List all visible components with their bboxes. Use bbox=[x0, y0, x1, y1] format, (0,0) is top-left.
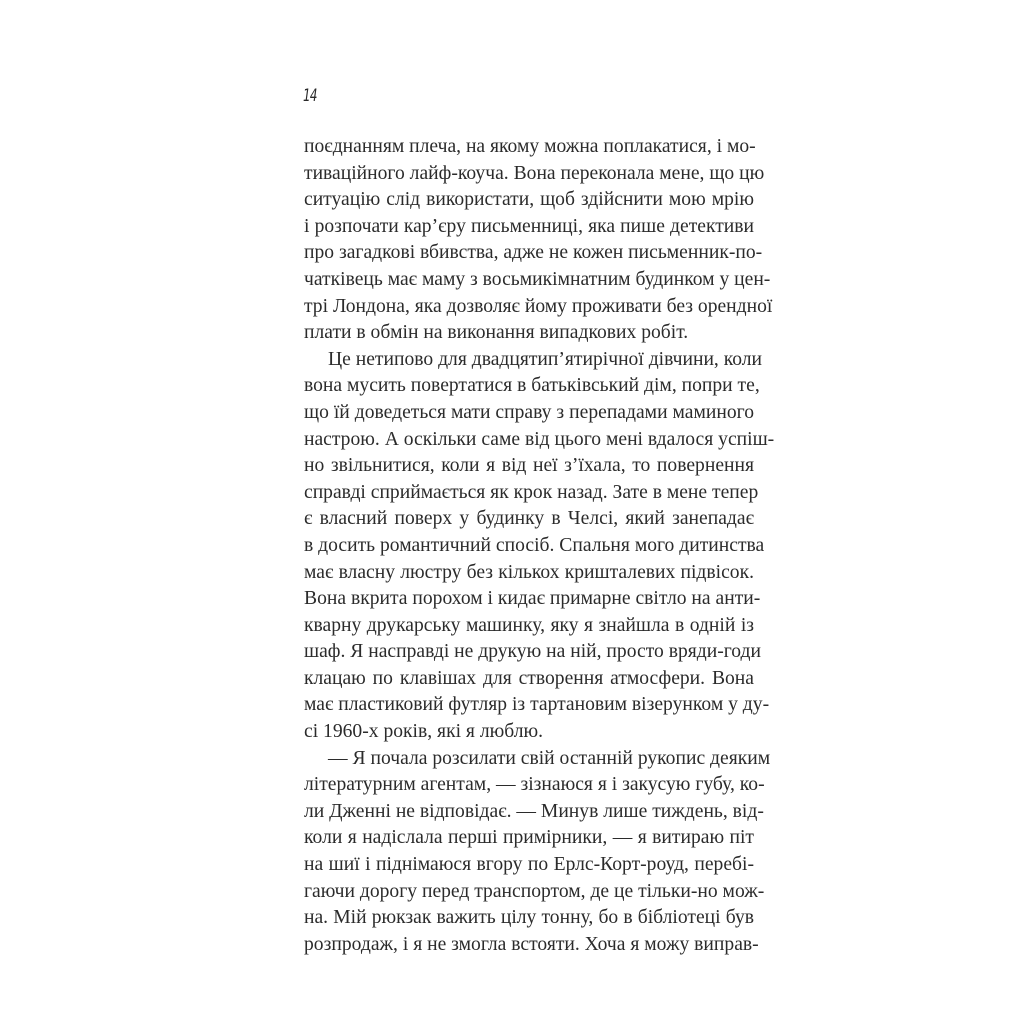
text-line: Це нетипово для двадцятип’ятирічної дівчини, коли bbox=[328, 348, 763, 370]
text-line: чатківець має маму з восьмикімнатним будинком у цен- bbox=[304, 268, 771, 290]
text-line: трі Лондона, яка дозволяє йому проживати без орендної bbox=[304, 295, 773, 317]
text-line: настрою. А оскільки саме від цього мені вдалося успіш- bbox=[304, 428, 775, 450]
text-line: і розпочати кар’єру письменниці, яка пише детективи bbox=[304, 215, 754, 237]
text-line: шаф. Я насправді не друкую на ній, просто вряди-годи bbox=[304, 641, 761, 663]
text-line: тиваційного лайф-коуча. Вона переконала мене, що цю bbox=[304, 162, 765, 184]
text-line: ситуацію слід використати, щоб здійснити мою мрію bbox=[304, 189, 754, 211]
text-line: розпродаж, і я не змогла встояти. Хоча я можу виправ- bbox=[304, 933, 759, 955]
text-line: справді сприймається як крок назад. Зате в мене тепер bbox=[304, 481, 759, 503]
paragraph bbox=[304, 746, 771, 959]
text-line: ли Дженні не відповідає. — Минув лише тиждень, від- bbox=[304, 800, 764, 822]
text-line: літературним агентам, — зізнаюся я і закусую губу, ко- bbox=[304, 774, 765, 796]
text-line: вона мусить повертатися в батьківський дім, попри те, bbox=[304, 375, 760, 397]
text-line: кварну друкарську машинку, яку я знайшла в одній із bbox=[304, 614, 754, 636]
paragraph bbox=[304, 134, 773, 347]
text-line: клацаю по клавішах для створення атмосфери. Вона bbox=[304, 667, 754, 689]
text-line: на шиї і піднімаюся вгору по Ерлс-Корт-роуд, перебі- bbox=[304, 854, 754, 876]
text-line: коли я надіслала перші примірники, — я витираю піт bbox=[304, 827, 754, 849]
text-line: в досить романтичний спосіб. Спальня мого дитинства bbox=[304, 534, 765, 556]
text-line: має пластиковий футляр із тартановим візерунком у ду- bbox=[304, 694, 770, 716]
text-line: поєднанням плеча, на якому можна поплакатися, і мо- bbox=[304, 136, 756, 157]
text-line: про загадкові вбивства, адже не кожен письменник-по- bbox=[304, 242, 763, 264]
text-line: на. Мій рюкзак важить цілу тонну, бо в бібліотеці був bbox=[304, 907, 754, 929]
page-number: 14 bbox=[303, 86, 317, 106]
body-text bbox=[304, 134, 775, 958]
text-line: має власну люстру без кількох кришталевих підвісок. bbox=[304, 561, 754, 583]
text-line: но звільнитися, коли я від неї з’їхала, то повернення bbox=[304, 455, 754, 477]
text-line: Вона вкрита порохом і кидає примарне світло на анти- bbox=[304, 588, 761, 610]
text-line: сі 1960-х років, які я люблю. bbox=[304, 721, 544, 743]
paragraph bbox=[304, 347, 775, 746]
text-line: — Я почала розсилати свій останній рукопис деяким bbox=[328, 747, 771, 769]
text-line: є власний поверх у будинку в Челсі, який занепадає bbox=[304, 508, 754, 530]
text-line: плати в обмін на виконання випадкових робіт. bbox=[304, 322, 689, 344]
text-line: гаючи дорогу перед транспортом, де це тільки-но мож- bbox=[304, 880, 765, 902]
text-line: що їй доведеться мати справу з перепадами маминого bbox=[304, 401, 754, 423]
